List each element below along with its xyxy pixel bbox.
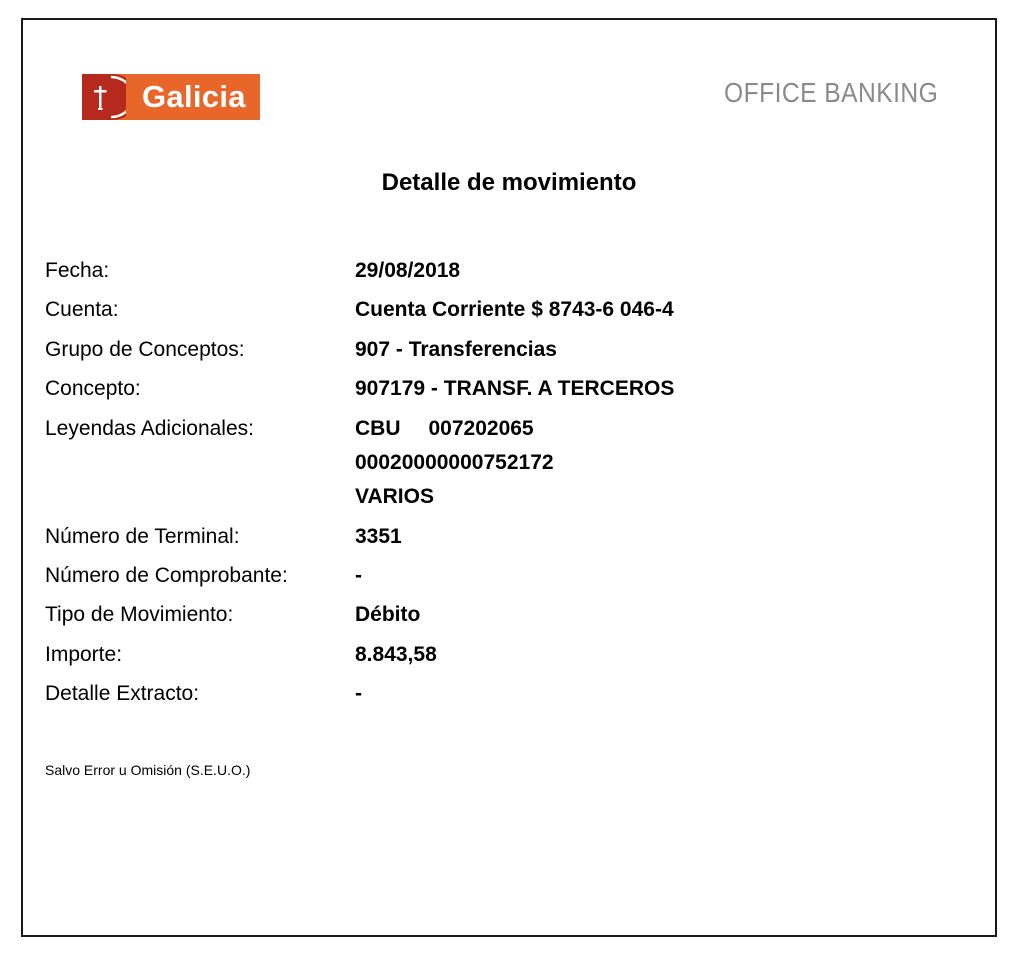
fecha-label: Fecha: — [45, 259, 110, 282]
concepto-label: Concepto: — [45, 377, 141, 400]
comprobante-label: Número de Comprobante: — [45, 564, 288, 587]
tipo-value: Débito — [355, 603, 421, 626]
terminal-value: 3351 — [355, 525, 402, 548]
grupo-label: Grupo de Conceptos: — [45, 338, 245, 361]
leyendas-line-2: 00020000000752172 — [355, 451, 554, 474]
fecha-value: 29/08/2018 — [355, 259, 461, 282]
footnote-seuo: Salvo Error u Omisión (S.E.U.O.) — [45, 762, 251, 778]
product-name: OFFICE BANKING — [724, 77, 939, 108]
grupo-value: 907 - Transferencias — [355, 338, 557, 361]
cbu-value: 007202065 — [428, 417, 534, 440]
extracto-label: Detalle Extracto: — [45, 682, 200, 705]
galicia-cross-icon — [82, 74, 126, 120]
cbu-label: CBU — [355, 417, 401, 440]
importe-value: 8.843,58 — [355, 643, 437, 666]
terminal-label: Número de Terminal: — [45, 525, 240, 548]
importe-label: Importe: — [45, 643, 123, 666]
galicia-logo — [82, 74, 260, 120]
tipo-label: Tipo de Movimiento: — [45, 603, 234, 626]
leyendas-label: Leyendas Adicionales: — [45, 417, 254, 440]
comprobante-value: - — [355, 564, 362, 587]
extracto-value: - — [355, 682, 362, 705]
concepto-value: 907179 - TRANSF. A TERCEROS — [355, 377, 675, 400]
cuenta-value: Cuenta Corriente $ 8743-6 046-4 — [355, 298, 674, 321]
leyendas-line-3: VARIOS — [355, 485, 434, 508]
cuenta-label: Cuenta: — [45, 298, 119, 321]
leyendas-cbu-line — [355, 417, 534, 441]
brand-name: Galicia — [142, 79, 246, 114]
document-frame — [21, 18, 997, 937]
page-title: Detalle de movimiento — [381, 169, 637, 196]
